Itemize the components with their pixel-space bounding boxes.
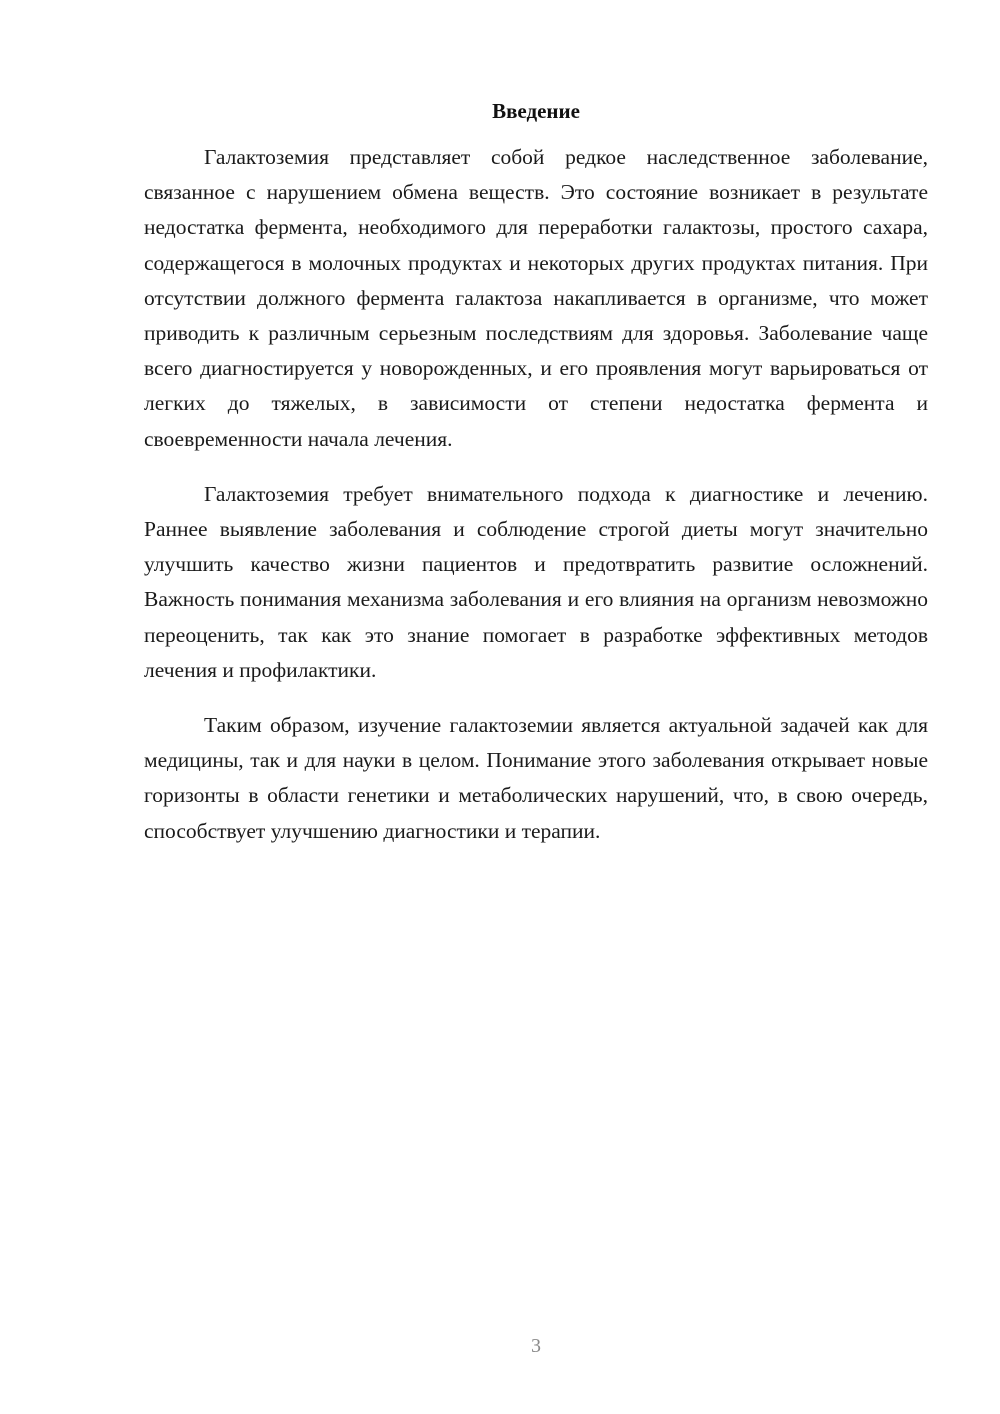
paragraph-3: Таким образом, изучение галактоземии является актуальной задачей как для медицины, так и для науки в целом. Понимание этого заболевания открывает новые горизонты в области генетики и метаболических нарушений, что, в свою очередь, способствует улучшению диагностики и терапии. (144, 713, 928, 843)
paragraph-2: Галактоземия требует внимательного подхода к диагностике и лечению. Раннее выявление заболевания и соблюдение строгой диеты могут значительно улучшить качество жизни пациентов и предотвратить развитие осложнений. Важность понимания механизма заболевания и его влияния на организм невозможно переоценить, так как это знание помогает в разработке эффективных методов лечения и профилактики. (144, 481, 928, 682)
paragraph-1: Галактоземия представляет собой редкое наследственное заболевание, связанное с нарушением обмена веществ. Это состояние возникает в результате недостатка фермента, необходимого для переработки галактозы, простого сахара, содержащегося в молочных продуктах и некоторых других продуктах питания. При отсутствии должного фермента галактоза накапливается в организме, что может приводить к различным серьезным последствиям для здоровья. Заболевание чаще всего диагностируется у новорожденных, и его проявления могут варьироваться от легких до тяжелых, в зависимости от степени недостатка фермента и своевременности начала лечения. (144, 145, 928, 451)
section-heading: Введение (492, 99, 580, 123)
page-content (144, 96, 928, 869)
page-number: 3 (531, 1335, 541, 1357)
